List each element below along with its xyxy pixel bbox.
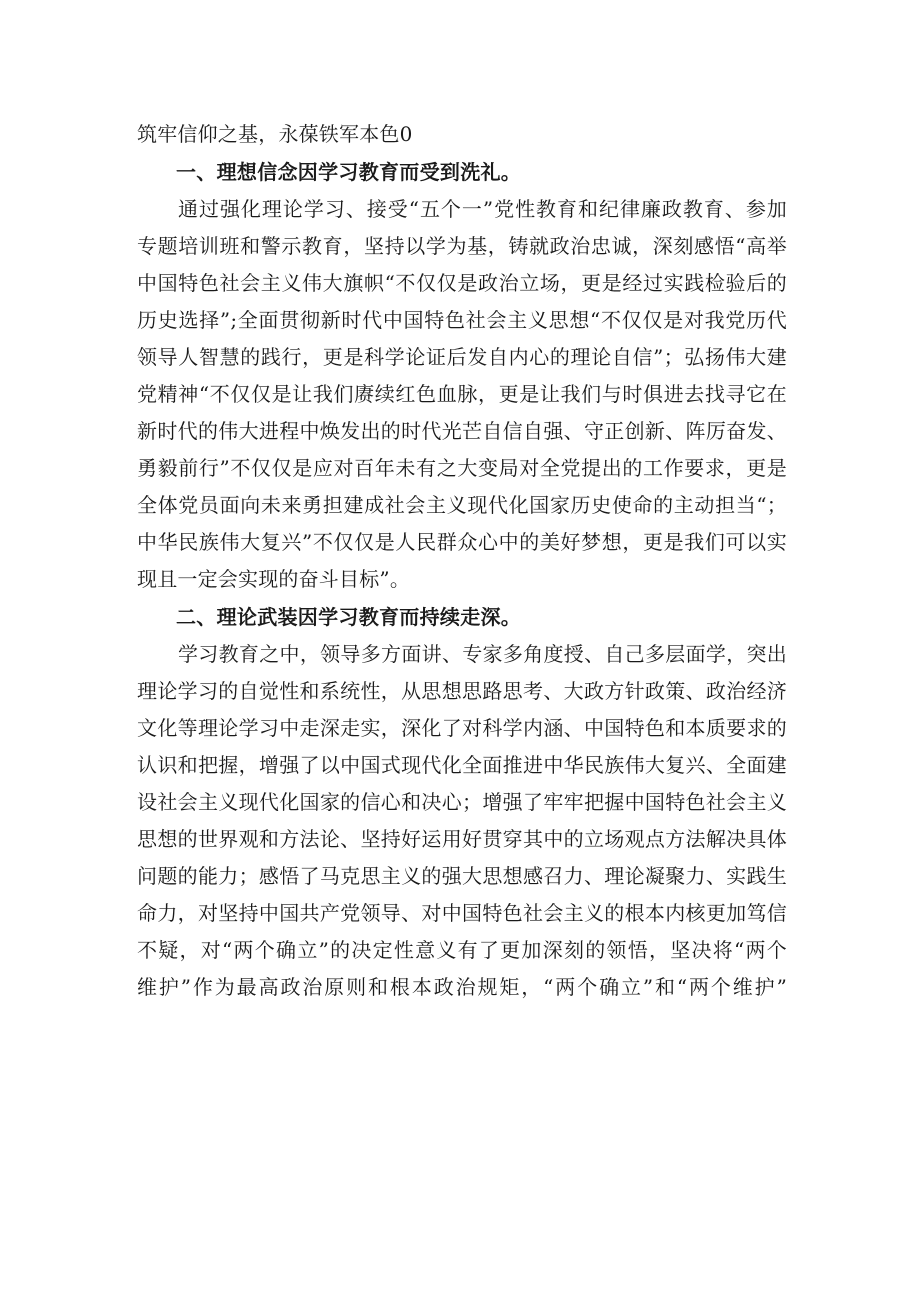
section-2 (137, 598, 787, 1006)
paragraph-line: 历史选择”;全面贯彻新时代中国特色社会主义思想“不仅仅是对我党历代 (137, 308, 787, 332)
paragraph-line: 全体党员面向未来勇担建成社会主义现代化国家历史使命的主动担当“； (137, 493, 787, 517)
paragraph-line: 勇毅前行”不仅仅是应对百年未有之大变局对全党提出的工作要求，更是 (137, 456, 787, 480)
paragraph-line: 中华民族伟大复兴”不仅仅是人民群众心中的美好梦想，更是我们可以实 (137, 530, 787, 554)
paragraph-line: 现且一定会实现的奋斗目标”。 (137, 567, 411, 591)
paragraph-line: 认识和把握，增强了以中国式现代化全面推进中华民族伟大复兴、全面建 (137, 753, 787, 777)
paragraph-line: 新时代的伟大进程中焕发出的时代光芒自信自强、守正创新、阵厉奋发、 (137, 419, 787, 443)
section-paragraph (137, 636, 787, 1006)
paragraph-line: 不疑，对“两个确立”的决定性意义有了更加深刻的领悟，坚决将“两个 (137, 938, 787, 962)
paragraph-line: 思想的世界观和方法论、坚持好运用好贯穿其中的立场观点方法解决具体 (137, 827, 787, 851)
paragraph-line: 设社会主义现代化国家的信心和决心；增强了牢牢把握中国特色社会主义 (137, 790, 787, 814)
section-1 (137, 153, 787, 598)
paragraph-line: 问题的能力；感悟了马克思主义的强大思想感召力、理论凝聚力、实践生 (137, 864, 787, 888)
section-heading: 一、理想信念因学习教育而受到洗礼。 (176, 160, 522, 184)
section-paragraph (137, 191, 787, 598)
intro-line: 筑牢信仰之基，永葆铁军本色0 (137, 122, 413, 146)
document-page (137, 116, 787, 1006)
section-heading: 二、理论武装因学习教育而持续走深。 (176, 605, 522, 629)
paragraph-line: 党精神“不仅仅是让我们赓续红色血脉，更是让我们与时俱进去找寻它在 (137, 382, 787, 406)
paragraph-line: 领导人智慧的践行，更是科学论证后发自内心的理论自信”；弘扬伟大建 (137, 345, 787, 369)
paragraph-line: 理论学习的自觉性和系统性，从思想思路思考、大政方针政策、政治经济 (137, 679, 787, 703)
paragraph-line: 通过强化理论学习、接受“五个一”党性教育和纪律廉政教育、参加 (178, 197, 787, 221)
paragraph-line: 维护”作为最高政治原则和根本政治规矩，“两个确立”和“两个维护” (137, 975, 787, 999)
paragraph-line: 文化等理论学习中走深走实，深化了对科学内涵、中国特色和本质要求的 (137, 716, 787, 740)
paragraph-line: 专题培训班和警示教育，坚持以学为基，铸就政治忠诚，深刻感悟“高举 (137, 234, 787, 258)
paragraph-line: 学习教育之中，领导多方面讲、专家多角度授、自己多层面学，突出 (178, 642, 787, 666)
paragraph-line: 中国特色社会主义伟大旗帜“不仅仅是政治立场，更是经过实践检验后的 (137, 271, 787, 295)
paragraph-line: 命力，对坚持中国共产党领导、对中国特色社会主义的根本内核更加笃信 (137, 901, 787, 925)
